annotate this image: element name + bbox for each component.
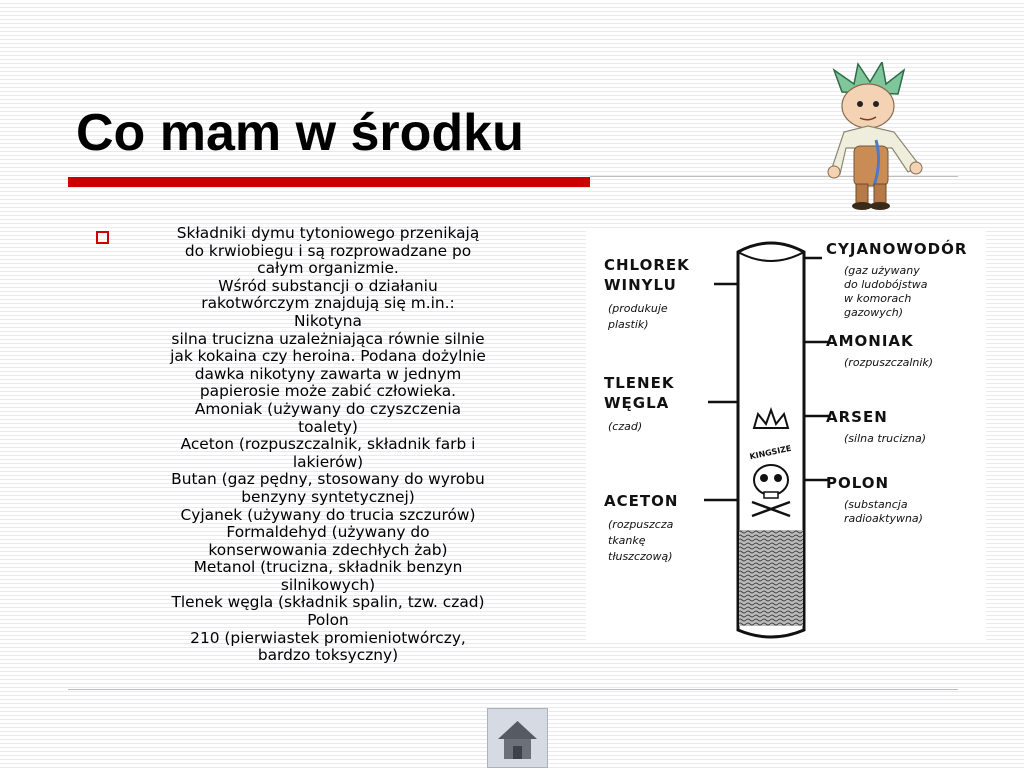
diagram-label-note: (czad): [608, 420, 643, 433]
diagram-label-note: tkankę: [608, 534, 646, 547]
body-line: do krwiobiegu i są rozprowadzane po: [184, 241, 472, 260]
diagram-label-title: CYJANOWODÓR: [826, 240, 968, 258]
bullet-square: [96, 231, 109, 244]
body-line: Butan (gaz pędny, stosowany do wyrobu: [171, 470, 485, 489]
diagram-label-note: plastik): [608, 318, 649, 331]
body-line: benzyny syntetycznej): [241, 487, 415, 506]
home-button[interactable]: [487, 708, 548, 768]
body-line: całym organizmie.: [257, 259, 399, 278]
diagram-label-note: (rozpuszcza: [608, 518, 674, 531]
house-icon: [488, 709, 547, 767]
diagram-label-title: WĘGLA: [604, 394, 670, 412]
body-line: toalety): [298, 417, 358, 436]
diagram-label-note: (silna trucizna): [844, 432, 927, 445]
footer-rule: [68, 689, 958, 690]
diagram-label-note: gazowych): [844, 306, 904, 319]
body-line: Nikotyna: [294, 311, 362, 330]
diagram-label-note: (rozpuszczalnik): [844, 356, 934, 369]
diagram-label-title: POLON: [826, 474, 890, 492]
diagram-label-title: ARSEN: [826, 408, 888, 426]
body-line: bardzo toksyczny): [257, 646, 399, 665]
title-underline: [68, 177, 590, 187]
body-line: Cyjanek (używany do trucia szczurów): [180, 505, 476, 524]
body-line: lakierów): [292, 452, 364, 471]
diagram-label-title: ACETON: [604, 492, 679, 510]
body-line: jak kokaina czy heroina. Podana dożylnie: [170, 347, 486, 366]
diagram-label-title: CHLOREK: [604, 256, 690, 274]
cartoon-kid-illustration: [824, 62, 936, 212]
body-line: Tlenek węgla (składnik spalin, tzw. czad): [171, 593, 485, 612]
body-line: rakotwórczym znajdują się m.in.:: [201, 294, 455, 313]
body-line: 210 (pierwiastek promieniotwórczy,: [190, 628, 466, 647]
body-line: Amoniak (używany do czyszczenia: [194, 399, 462, 418]
diagram-label-note: (produkuje: [608, 302, 668, 315]
body-line: Formaldehyd (używany do: [226, 523, 430, 542]
face: [842, 84, 894, 128]
body-line: Metanol (trucizna, składnik benzyn: [193, 558, 463, 577]
cigarette-diagram: [586, 230, 986, 640]
brand-text: KINGSIZE: [748, 443, 793, 462]
body-line: dawka nikotyny zawarta w jednym: [194, 364, 462, 383]
body-line: Aceton (rozpuszczalnik, składnik farb i: [180, 435, 476, 454]
cigarette-filter: [739, 530, 803, 626]
diagram-label-title: TLENEK: [604, 374, 675, 392]
body-line: Wśród substancji o działaniu: [218, 276, 438, 295]
diagram-label-title: WINYLU: [604, 276, 677, 294]
body-text: [130, 225, 526, 665]
diagram-label-note: (substancja: [844, 498, 908, 511]
diagram-label-note: tłuszczową): [608, 550, 673, 563]
body-line: silna trucizna uzależniająca równie silnie: [171, 329, 485, 348]
body-line: Polon: [307, 611, 349, 630]
diagram-label-note: (gaz używany: [844, 264, 920, 277]
diagram-label-note: w komorach: [844, 292, 912, 305]
body-line: konserwowania zdechłych żab): [208, 540, 448, 559]
diagram-label-note: do ludobójstwa: [844, 278, 928, 291]
body-line: papierosie może zabić człowieka.: [199, 382, 457, 401]
body-line: silnikowych): [280, 575, 376, 594]
diagram-label-title: AMONIAK: [826, 332, 914, 350]
diagram-label-note: radioaktywna): [844, 512, 923, 525]
body-line: Składniki dymu tytoniowego przenikają: [176, 224, 480, 242]
slide-title: Co mam w środku: [76, 104, 524, 162]
